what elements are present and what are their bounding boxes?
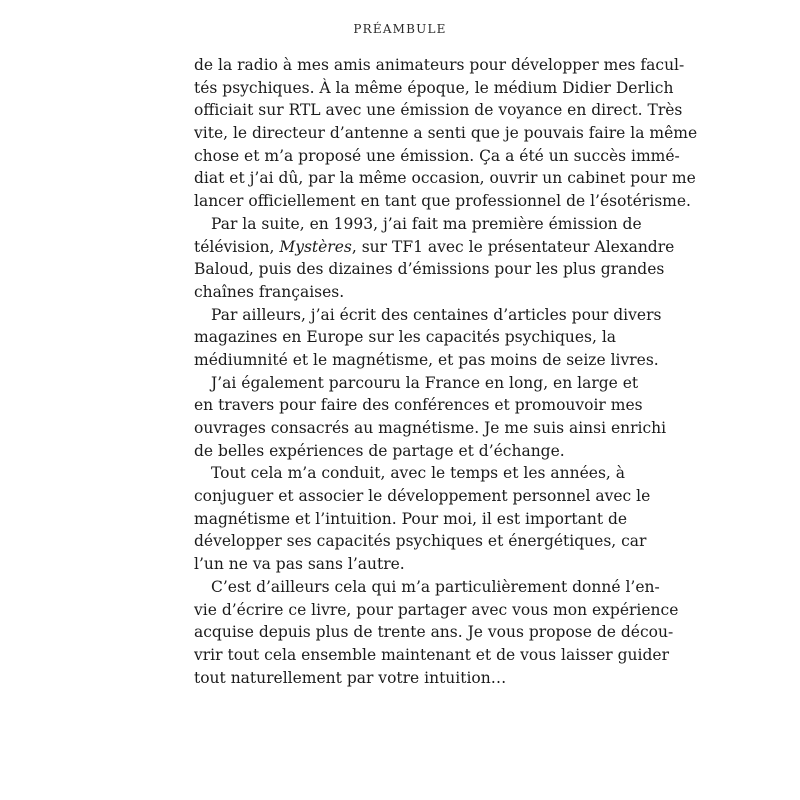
text-line: médiumnité et le magnétisme, et pas moins de seize livres. xyxy=(194,350,659,369)
text-line: tés psychiques. À la même époque, le médium Didier Derlich xyxy=(194,78,674,97)
text-line: vite, le directeur d’antenne a senti que je pouvais faire la même xyxy=(194,124,698,143)
paragraph xyxy=(194,304,662,372)
text-line: Baloud, puis des dizaines d’émissions pour les plus grandes xyxy=(194,260,665,279)
paragraph xyxy=(194,54,698,213)
text-line: en travers pour faire des conférences et promouvoir mes xyxy=(194,396,643,415)
text-line: diat et j’ai dû, par la même occasion, ouvrir un cabinet pour me xyxy=(194,169,696,188)
text-line: acquise depuis plus de trente ans. Je vous propose de décou- xyxy=(194,623,674,642)
text-line: de la radio à mes amis animateurs pour développer mes facul- xyxy=(194,56,685,74)
text-line: chose et m’a proposé une émission. Ça a été un succès immé- xyxy=(194,146,680,165)
text-line: chaînes françaises. xyxy=(194,282,345,301)
text-line: Par la suite, en 1993, j’ai fait ma première émission de xyxy=(211,214,642,233)
text-line: vie d’écrire ce livre, pour partager avec vous mon expérience xyxy=(194,600,679,619)
text-line: lancer officiellement en tant que professionnel de l’ésotérisme. xyxy=(194,192,691,211)
text-line: l’un ne va pas sans l’autre. xyxy=(194,555,405,574)
text-line: conjuguer et associer le développement personnel avec le xyxy=(194,487,651,506)
text-line: magazines en Europe sur les capacités psychiques, la xyxy=(194,328,617,347)
text-line: tout naturellement par votre intuition… xyxy=(194,668,507,687)
text-line: Tout cela m’a conduit, avec le temps et les années, à xyxy=(211,464,625,483)
paragraph xyxy=(194,462,651,575)
paragraph xyxy=(194,576,679,689)
text-line: C’est d’ailleurs cela qui m’a particulièrement donné l’en- xyxy=(211,577,660,596)
text-line: magnétisme et l’intuition. Pour moi, il est important de xyxy=(194,509,628,528)
text-line: développer ses capacités psychiques et énergétiques, car xyxy=(194,532,647,551)
italic-title: Mystères xyxy=(279,237,352,256)
paragraph xyxy=(194,213,675,304)
text-line: Par ailleurs, j’ai écrit des centaines d’articles pour divers xyxy=(211,305,662,324)
running-head: PRÉAMBULE xyxy=(353,22,447,36)
paragraph xyxy=(194,372,667,463)
text-line: vrir tout cela ensemble maintenant et de vous laisser guider xyxy=(194,645,669,664)
text-line: ouvrages consacrés au magnétisme. Je me suis ainsi enrichi xyxy=(194,419,667,437)
text-line: de belles expériences de partage et d’échange. xyxy=(194,441,565,460)
body-text xyxy=(194,54,698,689)
text-line: officiait sur RTL avec une émission de voyance en direct. Très xyxy=(194,101,683,120)
text-line: J’ai également parcouru la France en long, en large et xyxy=(211,373,639,392)
text-line: télévision, Mystères, sur TF1 avec le présentateur Alexandre xyxy=(194,237,675,256)
